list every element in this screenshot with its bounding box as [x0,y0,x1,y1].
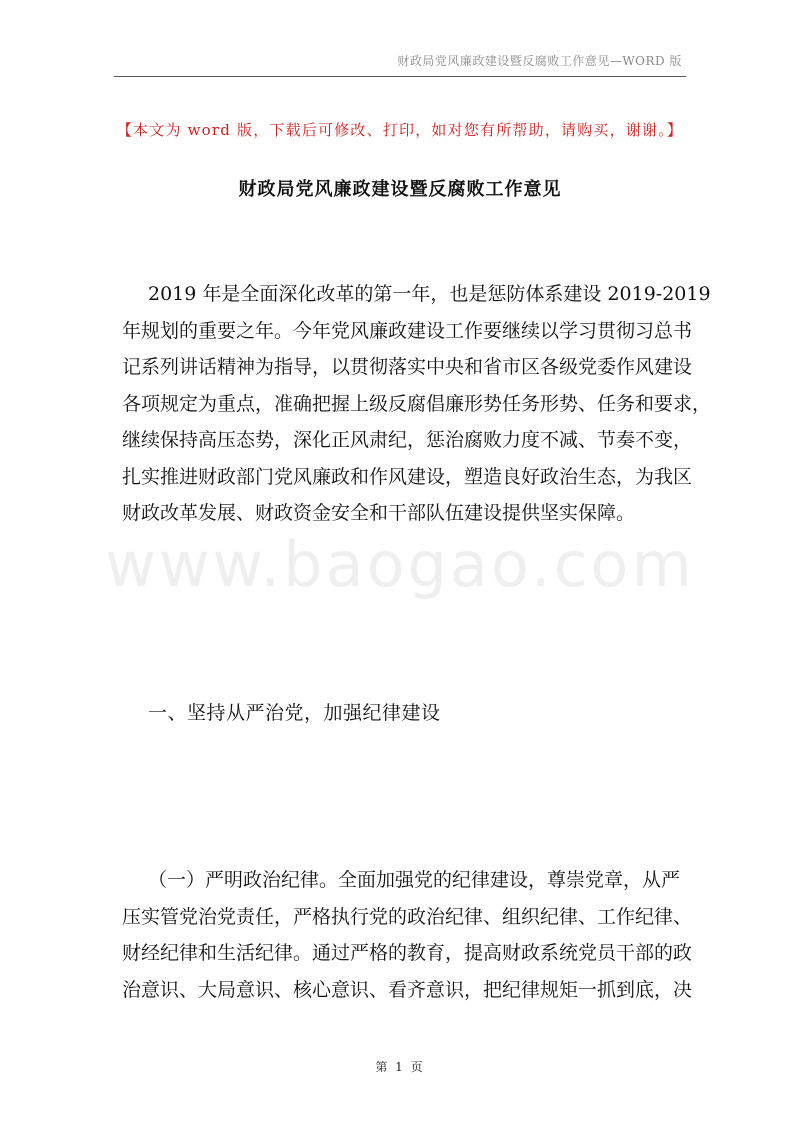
paragraph-line: 各项规定为重点，准确把握上级反腐倡廉形势任务形势、任务和要求， [122,392,712,415]
page-number: 第 1 页 [375,1060,425,1074]
paragraph-line: 记系列讲话精神为指导，以贯彻落实中央和省市区各级党委作风建设 [122,356,693,378]
section-heading: 一、坚持从严治党，加强纪律建设 [148,702,441,724]
paragraph-line: 继续保持高压态势，深化正风肃纪，惩治腐败力度不减、节奏不变， [122,429,693,451]
paragraph-line: 扎实推进财政部门党风廉政和作风建设，塑造良好政治生态，为我区 [122,465,693,488]
intro-paragraph [122,276,712,532]
paragraph-line: 财经纪律和生活纪律。通过严格的教育，提高财政系统党员干部的政 [122,942,693,964]
paragraph-line: 年规划的重要之年。今年党风廉政建设工作要继续以学习贯彻习总书 [122,319,693,342]
paragraph-line: （一）严明政治纪律。全面加强党的纪律建设，尊崇党章，从严 [148,869,681,891]
paragraph-line: 压实管党治党责任，严格执行党的政治纪律、组织纪律、工作纪律、 [122,905,693,928]
section-paragraph [122,862,693,1008]
running-header: 财政局党风廉政建设暨反腐败工作意见—WORD 版 [397,54,682,68]
paragraph-line: 2019 年是全面深化改革的第一年，也是惩防体系建设 2019-2019 [148,283,711,305]
header-divider [114,76,686,77]
watermark: www.baogao.com [105,528,695,601]
download-notice: 【本文为 word 版，下载后可修改、打印，如对您有所帮助，请购买，谢谢。】 [116,121,684,139]
document-title: 财政局党风廉政建设暨反腐败工作意见 [238,179,562,200]
paragraph-line: 治意识、大局意识、核心意识、看齐意识，把纪律规矩一抓到底，决 [122,978,693,1001]
paragraph-line: 财政改革发展、财政资金安全和干部队伍建设提供坚实保障。 [122,502,636,524]
